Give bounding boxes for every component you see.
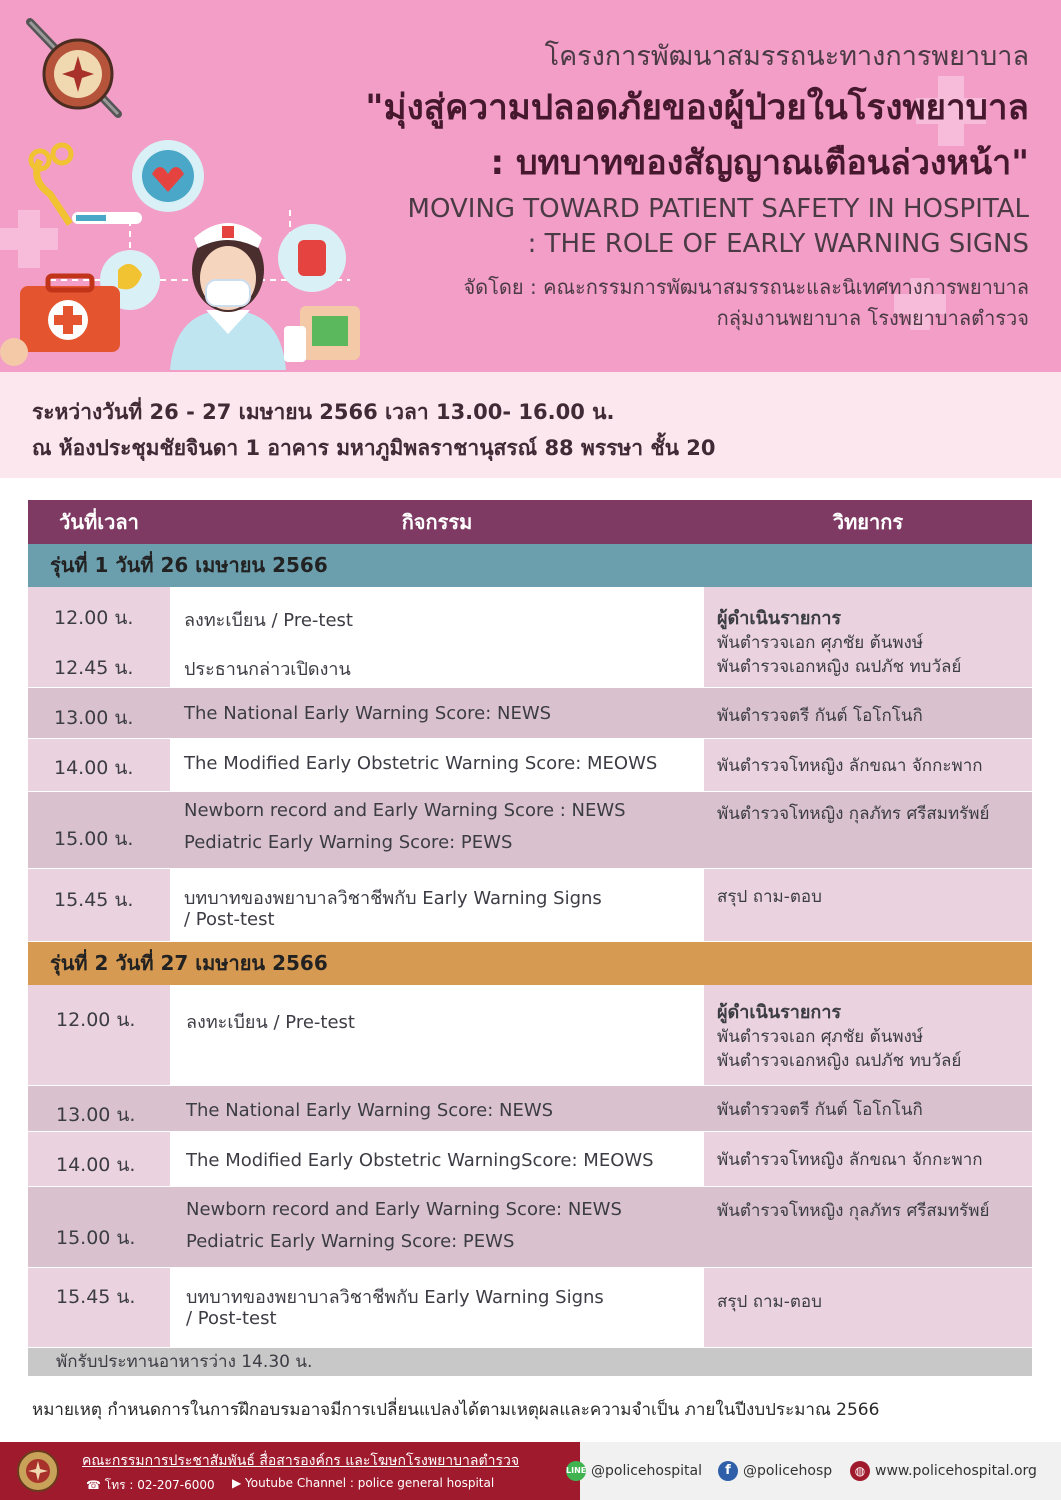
event-info-band [0, 372, 1061, 478]
row-activity: / Post-test [186, 1308, 277, 1329]
row-time: 12.00 น. [56, 1009, 136, 1031]
project-line: โครงการพัฒนาสมรรถนะทางการพยาบาล [544, 41, 1029, 72]
facebook-icon: f [718, 1461, 738, 1481]
row-speaker-heading: ผู้ดำเนินรายการ [717, 1002, 842, 1023]
row-activity: ประธานกล่าวเปิดงาน [184, 659, 351, 680]
footer-org-area [0, 1442, 580, 1500]
police-hospital-logo-icon [22, 18, 124, 120]
row-speaker: พันตำรวจตรี กันต์ โอโกโนกิ [717, 1100, 923, 1120]
session-1-title: รุ่นที่ 1 วันที่ 26 เมษายน 2566 [28, 544, 1032, 587]
footer-phone-text: โทร : 02-207-6000 [104, 1478, 215, 1492]
row-time: 14.00 น. [56, 1154, 136, 1176]
session-2-title: รุ่นที่ 2 วันที่ 27 เมษายน 2566 [28, 942, 1032, 985]
row-activity: ลงทะเบียน / Pre-test [186, 1012, 355, 1033]
row-time: 13.00 น. [54, 707, 134, 729]
phone-icon: ☎ [86, 1478, 105, 1492]
table-row [28, 792, 1032, 869]
row-activity: The National Early Warning Score: NEWS [186, 1100, 554, 1121]
footer-phone[interactable] [86, 1476, 215, 1495]
row-activity: The National Early Warning Score: NEWS [184, 703, 552, 724]
table-row [28, 587, 1032, 688]
footer-line-link[interactable] [566, 1461, 702, 1481]
row-activity: Newborn record and Early Warning Score : NEWS [184, 800, 626, 821]
break-note: พักรับประทานอาหารว่าง 14.30 น. [56, 1352, 313, 1372]
row-time: 12.45 น. [54, 657, 134, 679]
row-speaker: พันตำรวจโทหญิง ลักขณา จักกะพาก [717, 1150, 983, 1170]
event-venue: ณ ห้องประชุมชัยจินดา 1 อาคาร มหาภูมิพลราชานุสรณ์ 88 พรรษา ชั้น 20 [32, 436, 716, 460]
row-speaker: พันตำรวจโทหญิง กุลภัทร ศรีสมทรัพย์ [717, 1201, 990, 1221]
footer-org-name: คณะกรรมการประชาสัมพันธ์ สื่อสารองค์กร และโฆษกโรงพยาบาลตำรวจ [82, 1453, 520, 1469]
globe-icon: ◍ [850, 1461, 870, 1481]
row-activity: Pediatric Early Warning Score: PEWS [186, 1231, 515, 1252]
table-row [28, 1187, 1032, 1268]
table-row [28, 1268, 1032, 1348]
row-speaker: พันตำรวจโทหญิง ลักขณา จักกะพาก [717, 756, 983, 776]
row-activity: / Post-test [184, 909, 275, 930]
header-speaker: วิทยากร [832, 510, 904, 534]
row-speaker-heading: ผู้ดำเนินรายการ [717, 608, 842, 629]
table-row [28, 739, 1032, 792]
row-time: 13.00 น. [56, 1104, 136, 1126]
table-row [28, 985, 1032, 1086]
row-activity: บทบาทของพยาบาลวิชาชีพกับ Early Warning Signs [184, 888, 602, 909]
row-speaker: พันตำรวจโทหญิง กุลภัทร ศรีสมทรัพย์ [717, 804, 990, 824]
row-time: 14.00 น. [54, 757, 134, 779]
footer-website-text: www.policehospital.org [875, 1463, 1037, 1479]
row-speaker: พันตำรวจเอก ศุภชัย ต้นพงษ์ [717, 1027, 924, 1047]
row-time: 12.00 น. [54, 607, 134, 629]
row-speaker: สรุป ถาม-ตอบ [717, 1292, 822, 1312]
row-time: 15.00 น. [54, 828, 134, 850]
nurse-medical-illustration [0, 130, 380, 370]
footer-youtube[interactable] [232, 1476, 494, 1490]
footer-website-link[interactable] [850, 1461, 1037, 1481]
title-thai-line-2: : บทบาทของสัญญาณเตือนล่วงหน้า" [490, 143, 1029, 183]
footer [0, 1442, 1061, 1500]
row-time: 15.45 น. [54, 889, 134, 911]
row-speaker: พันตำรวจเอกหญิง ณปภัช ทบวัลย์ [717, 657, 962, 677]
row-activity: Pediatric Early Warning Score: PEWS [184, 832, 513, 853]
row-time: 15.45 น. [56, 1286, 136, 1308]
youtube-icon: ▶ [232, 1476, 246, 1490]
event-date: ระหว่างวันที่ 26 - 27 เมษายน 2566 เวลา 13.00- 16.00 น. [32, 400, 615, 424]
row-activity: Newborn record and Early Warning Score: NEWS [186, 1199, 622, 1220]
table-header [28, 500, 1032, 544]
table-row [28, 1086, 1032, 1132]
title-english-line-2: : THE ROLE OF EARLY WARNING SIGNS [527, 229, 1029, 259]
row-speaker: พันตำรวจเอก ศุภชัย ต้นพงษ์ [717, 633, 924, 653]
title-thai-line-1: "มุ่งสู่ความปลอดภัยของผู้ป่วยในโรงพยาบาล [365, 88, 1029, 128]
row-activity: The Modified Early Obstetric WarningScore: MEOWS [186, 1150, 654, 1171]
table-row [28, 688, 1032, 739]
hospital-logo-icon [14, 1447, 62, 1495]
row-time: 15.00 น. [56, 1227, 136, 1249]
header-activity: กิจกรรม [401, 510, 473, 534]
row-activity: ลงทะเบียน / Pre-test [184, 610, 353, 631]
schedule-table [28, 500, 1032, 1376]
row-speaker: พันตำรวจเอกหญิง ณปภัช ทบวัลย์ [717, 1051, 962, 1071]
line-icon: LINE [566, 1461, 586, 1481]
organizer-line-2: กลุ่มงานพยาบาล โรงพยาบาลตำรวจ [716, 306, 1029, 330]
row-speaker: พันตำรวจตรี กันต์ โอโกโนกิ [717, 706, 923, 726]
break-note-row [28, 1348, 1032, 1376]
footer-youtube-text: Youtube Channel : police general hospital [245, 1476, 495, 1490]
title-block [329, 38, 1029, 333]
row-speaker: สรุป ถาม-ตอบ [717, 887, 822, 907]
organizer-line-1: จัดโดย : คณะกรรมการพัฒนาสมรรถนะและนิเทศทางการพยาบาล [463, 275, 1029, 299]
table-row [28, 869, 1032, 942]
remark-note: หมายเหตุ กำหนดการในการฝึกอบรมอาจมีการเปลี่ยนแปลงได้ตามเหตุผลและความจำเป็น ภายในปีงบประมาณ 2566 [32, 1400, 880, 1420]
footer-facebook-link[interactable] [718, 1461, 832, 1481]
footer-facebook-text: @policehosp [743, 1463, 833, 1479]
header-datetime: วันที่เวลา [59, 510, 139, 534]
row-activity: บทบาทของพยาบาลวิชาชีพกับ Early Warning Signs [186, 1287, 604, 1308]
title-english-line-1: MOVING TOWARD PATIENT SAFETY IN HOSPITAL [407, 194, 1029, 224]
poster-header [0, 0, 1061, 372]
row-activity: The Modified Early Obstetric Warning Score: MEOWS [184, 753, 658, 774]
table-row [28, 1132, 1032, 1187]
footer-line-text: @policehospital [591, 1463, 703, 1479]
